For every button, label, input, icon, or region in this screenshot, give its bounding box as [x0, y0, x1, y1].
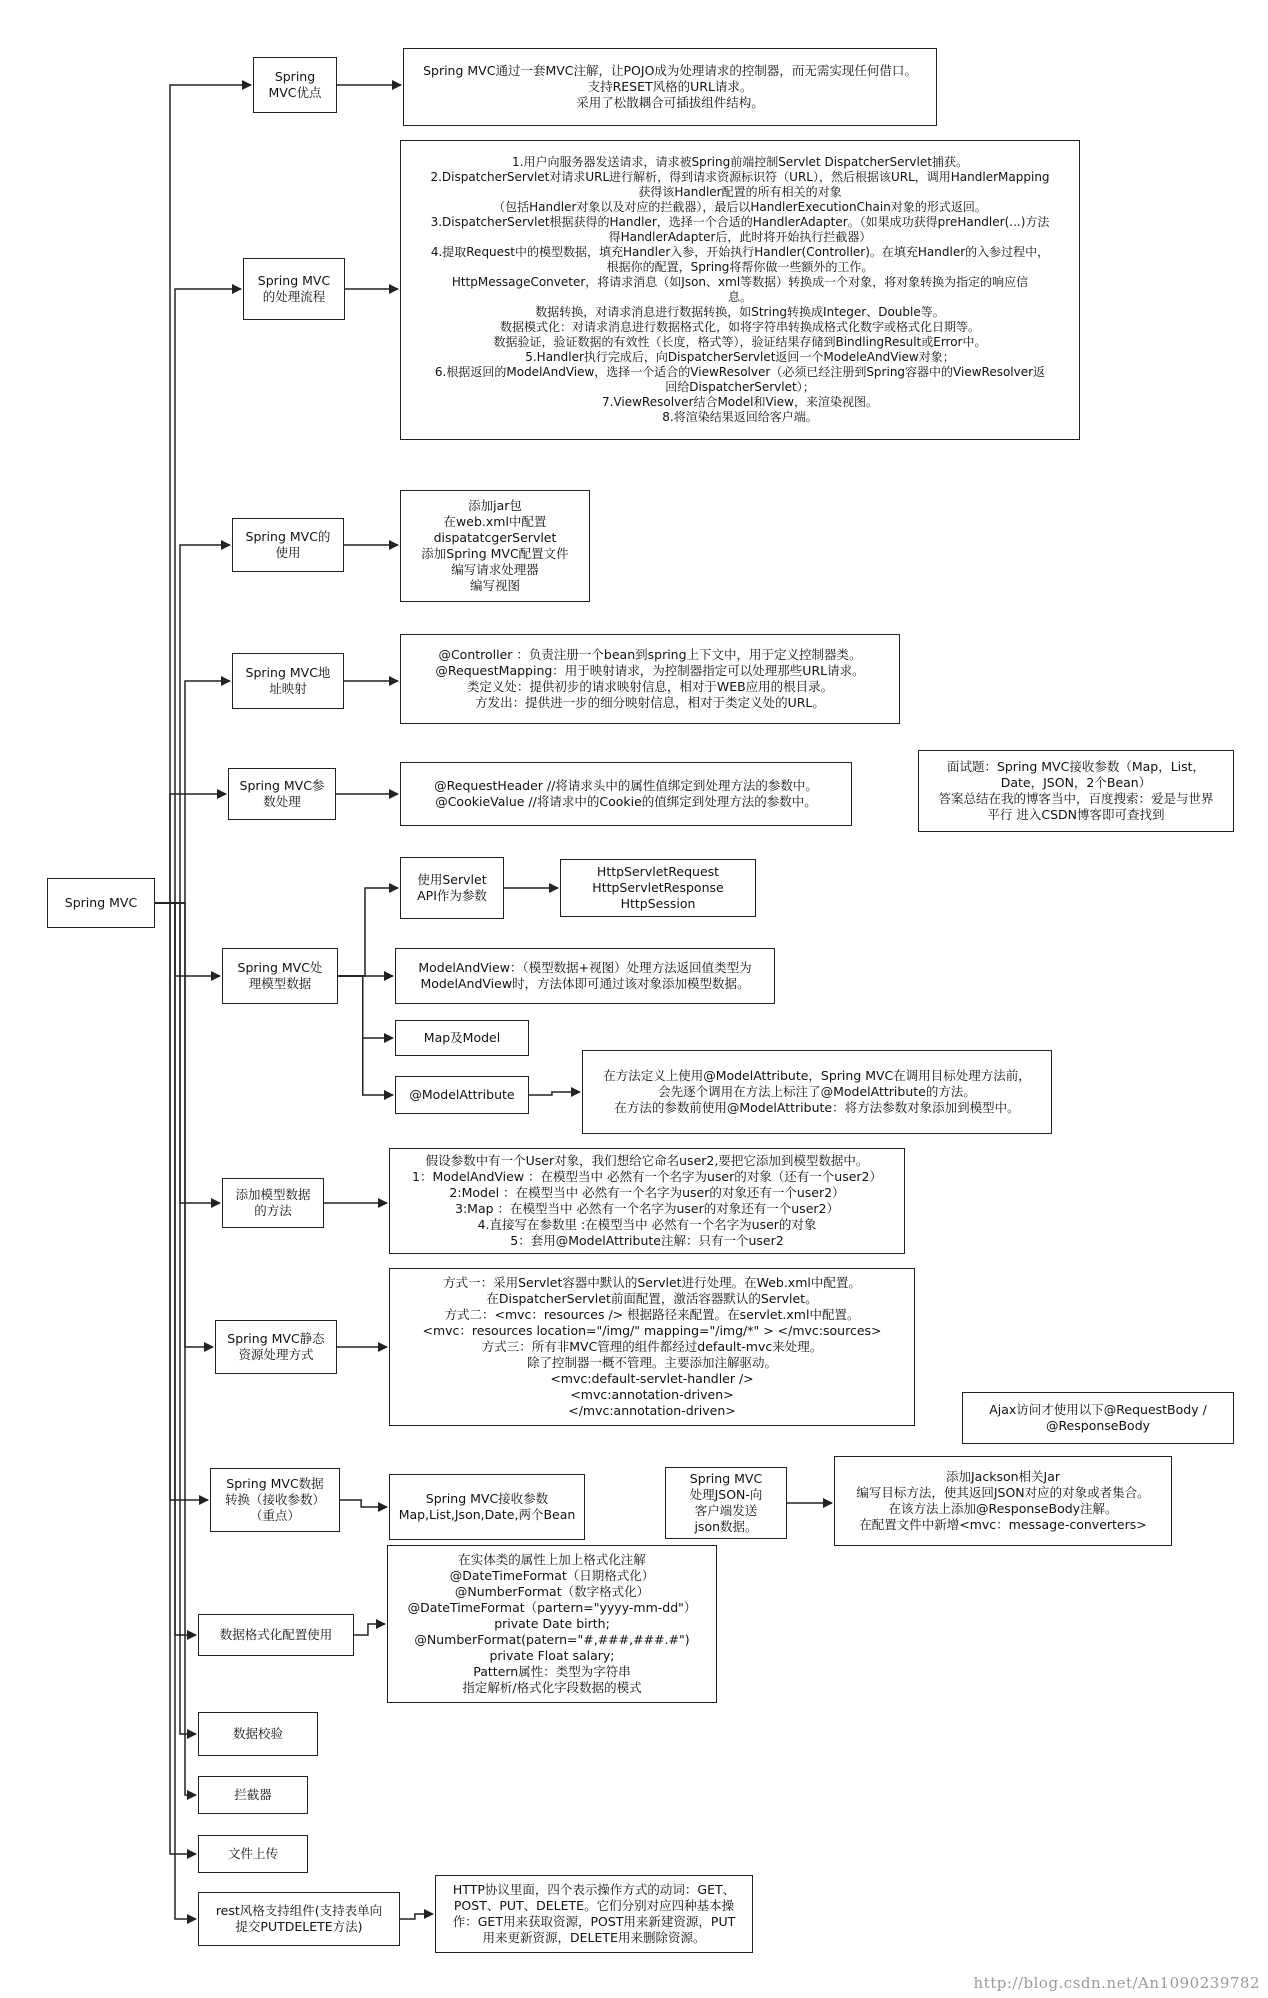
detail-usage: 添加jar包 在web.xml中配置 dispatatcgerServlet 添加Spring MVC配置文件 编写请求处理器 编写视图: [400, 490, 590, 602]
detail-parameter-handling: @RequestHeader //将请求头中的属性值绑定到处理方法的参数中。 @CookieValue //将请求中的Cookie的值绑定到处理方法的参数中。: [400, 762, 852, 826]
root-node: Spring MVC: [47, 878, 155, 928]
topic-static-resources: Spring MVC静态 资源处理方式: [215, 1320, 337, 1374]
edge-root-t6: [155, 903, 220, 976]
topic-usage: Spring MVC的 使用: [232, 518, 344, 572]
edge-d6d-d6d1: [529, 1092, 580, 1095]
detail-servlet-api: 使用Servlet API作为参数: [400, 857, 504, 919]
detail-advantages: Spring MVC通过一套MVC注解，让POJO成为处理请求的控制器，而无需实现任何借口。 支持RESET风格的URL请求。 采用了松散耦合可插拔组件结构。: [403, 48, 937, 126]
edge-root-t8: [155, 903, 213, 1347]
topic-data-validation: 数据校验: [198, 1712, 318, 1756]
edge-root-t3: [155, 545, 230, 903]
detail-modelattribute: @ModelAttribute: [395, 1076, 529, 1114]
detail-processing-flow: 1.用户向服务器发送请求，请求被Spring前端控制Servlet DispatcherServlet捕获。 2.DispatcherServlet对请求URL进行解析，得到请求资源标识符（URL），然后根据该URL，调用HandlerMapping 获得该Handler配置的所有相关的对象 （包括Handler对象以及对应的拦截器），最后以HandlerExecutionChain对象的形式返回。 3.DispatcherServlet根据获得的Handler，选择一个合适的HandlerAdapter。（如果成功获得preHandler(...)方法 得HandlerAdapter后，此时将开始执行拦截器） 4.提取Request中的模型数据，填充Handler入参，开始执行Handler(Controller)。在填充Handler的入参过程中， 根据你的配置，Spring将帮你做一些额外的工作。 HttpMessageConveter，将请求消息（如Json、xml等数据）转换成一个对象，将对象转换为指定的响应信 息。 数据转换，对请求消息进行数据转换，如String转换成Integer、Double等。 数据模式化：对请求消息进行数据格式化，如将字符串转换成格式化数字或格式化日期等。 数据验证，验证数据的有效性（长度，格式等），验证结果存储到BindlingResult或Error中。 5.Handler执行完成后，向DispatcherServlet返回一个ModeleAndView对象； 6.根据返回的ModelAndView，选择一个适合的ViewResolver（必须已经注册到Spring容器中的ViewResolver返 回给DispatcherServlet）； 7.ViewResolver结合Model和View，来渲染视图。 8.将渲染结果返回给客户端。: [400, 140, 1080, 440]
topic-data-formatting: 数据格式化配置使用: [198, 1614, 354, 1656]
watermark: http://blog.csdn.net/An1090239782: [973, 1974, 1260, 1992]
detail-modelandview: ModelAndView：（模型数据+视图）处理方法返回值类型为 ModelAndView时，方法体即可通过该对象添加模型数据。: [395, 948, 775, 1004]
topic-advantages: Spring MVC优点: [253, 57, 337, 113]
edge-root-t14: [155, 903, 196, 1919]
topic-interceptor: 拦截器: [198, 1776, 308, 1814]
detail-data-formatting: 在实体类的属性上加上格式化注解 @DateTimeFormat（日期格式化） @NumberFormat（数字格式化） @DateTimeFormat（partern="yyyy-mm-dd"） private Date birth; @NumberFormat(patern="#,###,###.#") private Float salary; Pattern属性：类型为字符串 指定解析/格式化字段数据的模式: [387, 1545, 717, 1703]
detail-map-model: Map及Model: [395, 1020, 529, 1056]
edge-root-t7: [155, 903, 220, 1203]
topic-add-model-data: 添加模型数据 的方法: [222, 1178, 324, 1228]
detail-json-steps: 添加Jackson相关Jar 编写目标方法，使其返回JSON对应的对象或者集合。 在该方法上添加@ResponseBody注解。 在配置文件中新增<mvc：message-converters>: [834, 1456, 1172, 1546]
edge-t14-d14: [400, 1914, 433, 1919]
topic-data-conversion: Spring MVC数据 转换（接收参数） （重点）: [210, 1468, 340, 1532]
topic-address-mapping: Spring MVC地 址映射: [232, 653, 344, 709]
topic-model-data: Spring MVC处 理模型数据: [222, 948, 338, 1004]
edge-t6-d6c: [338, 976, 393, 1038]
topic-parameter-handling: Spring MVC参 数处理: [228, 768, 336, 820]
edge-t10-d10: [354, 1624, 385, 1635]
detail-data-conversion: Spring MVC接收参数 Map,List,Json,Date,两个Bean: [389, 1474, 585, 1540]
detail-static-resources: 方式一：采用Servlet容器中默认的Servlet进行处理。在Web.xml中配置。 在DispatcherServlet前面配置，激活容器默认的Servlet。 方式二：<mvc：resources /> 根据路径来配置。在servlet.xml中配置。 <mvc：resources location="/img/" mapping="/img/*" > </mvc:sources> 方式三：所有非MVC管理的组件都经过default-mvc来处理。 除了控制器一概不管理。主要添加注解驱动。 <mvc:default-servlet-handler /> <mvc:annotation-driven> </mvc:annotation-driven>: [389, 1268, 915, 1426]
detail-add-model-data: 假设参数中有一个User对象，我们想给它命名user2,要把它添加到模型数据中。 1：ModelAndView ：在模型当中 必然有一个名字为user的对象（还有一个user2） 2:Model ：在模型当中 必然有一个名字为user的对象还有一个user2） 3:Map ：在模型当中 必然有一个名字为user的对象还有一个user2） 4.直接写在参数里 :在模型当中 必然有一个名字为user的对象 5：套用@ModelAttribute注解：只有一个user2: [389, 1148, 905, 1254]
edge-root-t4: [155, 681, 230, 903]
detail-rest-support: HTTP协议里面，四个表示操作方式的动词：GET、 POST、PUT、DELETE。它们分别对应四种基本操 作：GET用来获取资源，POST用来新建资源，PUT 用来更新资源，DELETE用来删除资源。: [435, 1875, 753, 1953]
edge-t9-d9: [340, 1500, 387, 1507]
edge-root-t5: [155, 794, 226, 903]
note-interview-question: 面试题：Spring MVC接收参数（Map，List， Date，JSON，2个Bean） 答案总结在我的博客当中，百度搜索：爱是与世界 平行 进入CSDN博客即可查找到: [918, 750, 1234, 832]
detail-servlet-objects: HttpServletRequest HttpServletResponse HttpSession: [560, 859, 756, 917]
topic-rest-support: rest风格支持组件(支持表单向 提交PUTDELETE方法): [198, 1892, 400, 1946]
edge-root-t9: [155, 903, 208, 1500]
note-ajax: Ajax访问才使用以下@RequestBody / @ResponseBody: [962, 1392, 1234, 1444]
edge-t6-d6a: [338, 888, 398, 976]
topic-file-upload: 文件上传: [198, 1835, 308, 1873]
topic-processing-flow: Spring MVC 的处理流程: [243, 258, 345, 320]
edge-t6-d6d: [338, 976, 393, 1095]
detail-json-handling: Spring MVC 处理JSON-向 客户端发送 json数据。: [665, 1467, 787, 1539]
detail-modelattribute-usage: 在方法定义上使用@ModelAttribute，Spring MVC在调用目标处理方法前， 会先逐个调用在方法上标注了@ModelAttribute的方法。 在方法的参数前使用@ModelAttribute：将方法参数对象添加到模型中。: [582, 1050, 1052, 1134]
detail-address-mapping: @Controller ：负责注册一个bean到spring上下文中，用于定义控制器类。 @RequestMapping：用于映射请求，为控制器指定可以处理那些URL请求。 类定义处：提供初步的请求映射信息，相对于WEB应用的根目录。 方发出：提供进一步的细分映射信息，相对于类定义处的URL。: [400, 634, 900, 724]
